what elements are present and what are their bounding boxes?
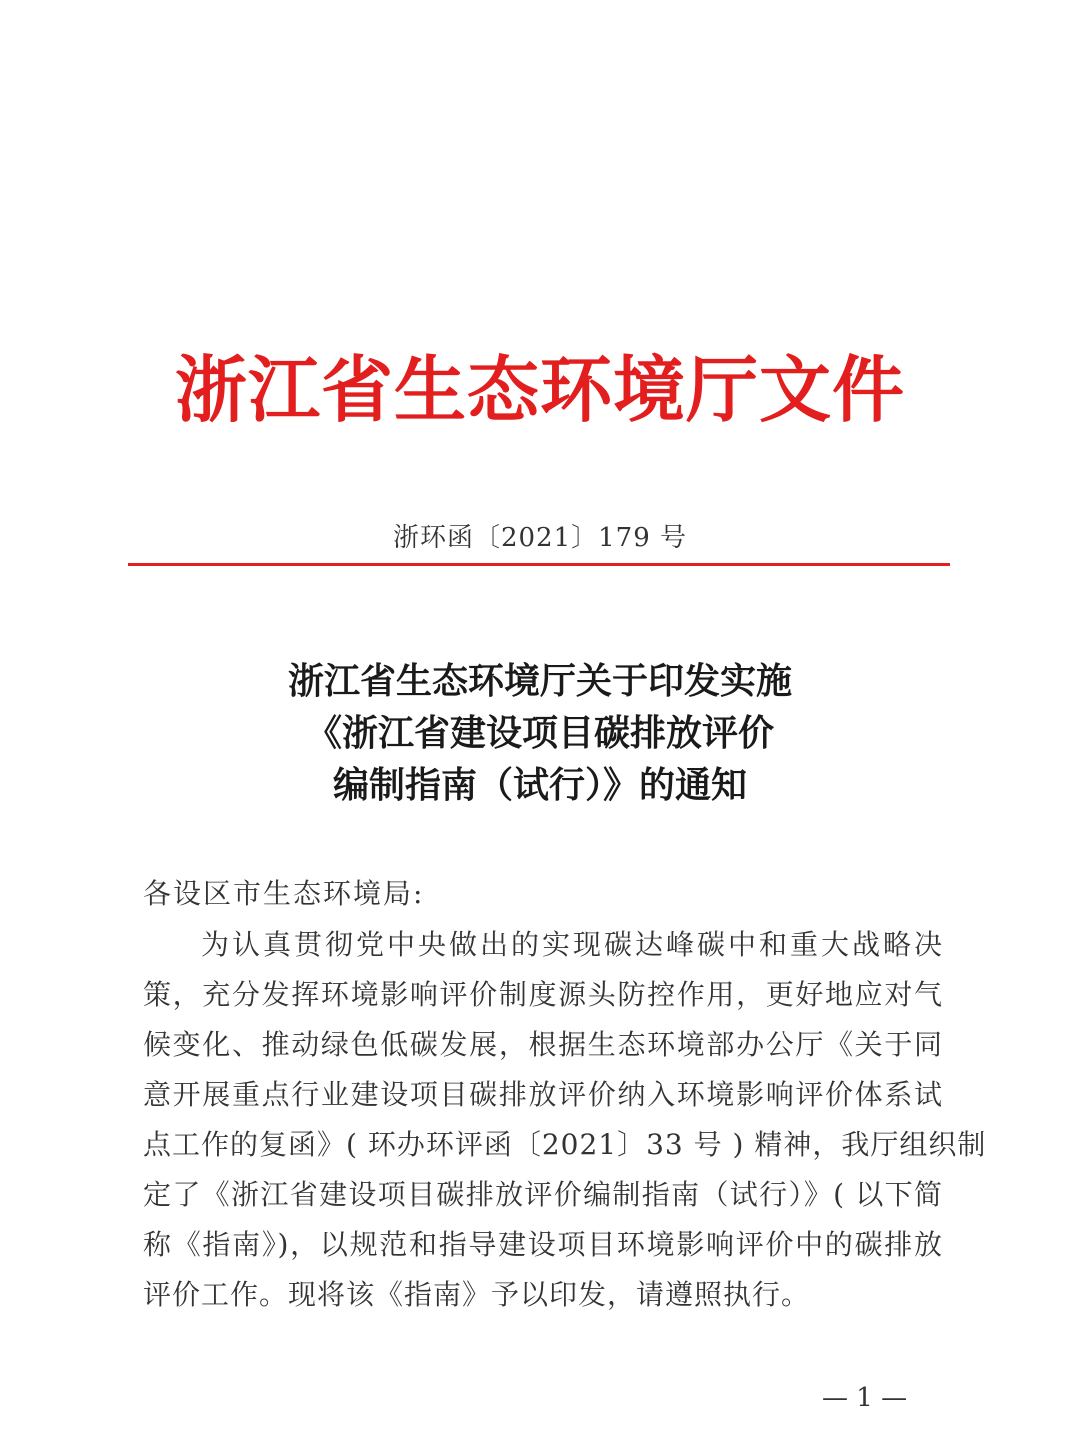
page-number: — 1 —: [822, 1383, 908, 1413]
body-line: 策，充分发挥环境影响评价制度源头防控作用，更好地应对气: [143, 978, 943, 1011]
red-divider-line: [128, 563, 950, 566]
body-paragraph: [143, 920, 987, 1320]
body-line: 候变化、推动绿色低碳发展，根据生态环境部办公厅《关于同: [143, 1028, 943, 1061]
body-line: 意开展重点行业建设项目碳排放评价纳入环境影响评价体系试: [143, 1078, 943, 1111]
notice-title: [0, 656, 1080, 812]
body-line: 点工作的复函》( 环办环评函〔2021〕33 号 ) 精神，我厅组织制: [143, 1128, 987, 1161]
body-line: 为认真贯彻党中央做出的实现碳达峰碳中和重大战略决: [201, 928, 943, 961]
notice-title-line-2: 《浙江省建设项目碳排放评价: [305, 713, 774, 754]
notice-title-line-1: 浙江省生态环境厅关于印发实施: [287, 661, 792, 702]
body-line: 评价工作。现将该《指南》予以印发，请遵照执行。: [143, 1278, 811, 1311]
masthead-title: 浙江省生态环境厅文件: [174, 348, 905, 432]
salutation: 各设区市生态环境局:: [143, 877, 425, 910]
document-number: 浙环函〔2021〕179 号: [392, 523, 688, 553]
notice-title-line-3: 编制指南（试行）》的通知: [332, 765, 747, 806]
body-line: 定了《浙江省建设项目碳排放评价编制指南（试行）》( 以下简: [143, 1178, 943, 1211]
body-line: 称《指南》)，以规范和指导建设项目环境影响评价中的碳排放: [143, 1228, 943, 1261]
